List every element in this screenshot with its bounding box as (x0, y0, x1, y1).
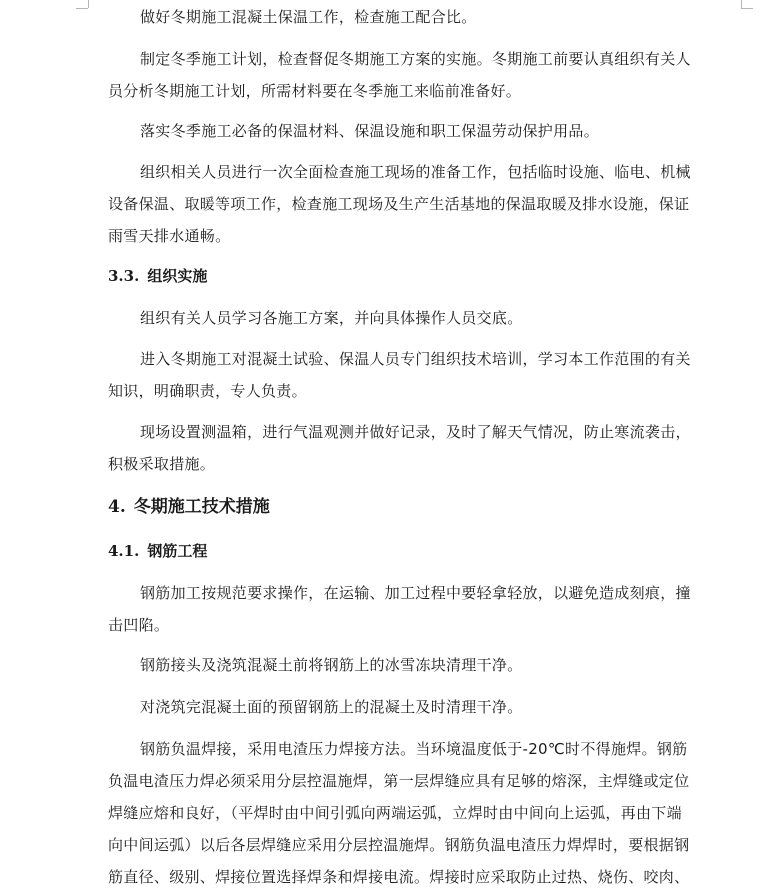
paragraph (108, 691, 720, 723)
crop-mark-right-h (741, 8, 753, 9)
paragraph (108, 343, 720, 407)
chapter-number: 4. (108, 497, 126, 517)
text-line: 击凹陷。 (108, 616, 170, 634)
text-line: 员分析冬期施工计划，所需材料要在冬季施工来临前准备好。 (108, 82, 522, 100)
text-line: 钢筋加工按规范要求操作，在运输、加工过程中要轻拿轻放，以避免造成刻痕，撞 (140, 584, 691, 602)
section-title: 钢筋工程 (147, 542, 208, 560)
paragraph (108, 733, 720, 893)
section-title: 组织实施 (147, 267, 208, 285)
chapter-heading (108, 494, 270, 520)
paragraph (108, 115, 720, 147)
text-line: 落实冬季施工必备的保温材料、保温设施和职工保温劳动保护用品。 (140, 122, 600, 140)
text-line: 做好冬期施工混凝土保温工作，检查施工配合比。 (140, 8, 477, 26)
text-line: 筋直径、级别、焊接位置选择焊条和焊接电流。焊接时应采取防止过热、烧伤、咬肉、 (108, 868, 690, 886)
paragraph (108, 302, 720, 334)
section-number: 4.1. (108, 542, 140, 560)
section-heading (108, 539, 207, 563)
text-line: 现场设置测温箱，进行气温观测并做好记录，及时了解天气情况，防止寒流袭击， (140, 423, 691, 441)
text-line: 钢筋接头及浇筑混凝土前将钢筋上的冰雪冻块清理干净。 (140, 656, 523, 674)
paragraph (108, 577, 720, 641)
paragraph (108, 156, 720, 252)
chapter-title: 冬期施工技术措施 (133, 497, 270, 517)
text-line: 积极采取措施。 (108, 455, 216, 473)
paragraph (108, 1, 720, 33)
text-line: 钢筋负温焊接，采用电渣压力焊接方法。当环境温度低于-20℃时不得施焊。钢筋 (140, 740, 688, 758)
text-line: 组织相关人员进行一次全面检查施工现场的准备工作，包括临时设施、临电、机械 (140, 163, 691, 181)
paragraph (108, 649, 720, 681)
crop-mark-left (88, 0, 89, 8)
paragraph (108, 43, 720, 107)
text-line: 负温电渣压力焊必须采用分层控温施焊，第一层焊缝应具有足够的熔深，主焊缝或定位 (108, 772, 690, 790)
text-line: 焊缝应熔和良好，（平焊时由中间引弧向两端运弧，立焊时由中间向上运弧，再由下端 (108, 804, 682, 822)
text-line: 进入冬期施工对混凝土试验、保温人员专门组织技术培训，学习本工作范围的有关 (140, 350, 691, 368)
crop-mark-right (741, 0, 742, 8)
section-heading (108, 264, 207, 288)
crop-mark-left-h (76, 8, 88, 9)
section-number: 3.3. (108, 267, 140, 285)
text-line: 制定冬季施工计划，检查督促冬期施工方案的实施。冬期施工前要认真组织有关人 (140, 50, 691, 68)
text-line: 对浇筑完混凝土面的预留钢筋上的混凝土及时清理干净。 (140, 698, 523, 716)
text-line: 知识，明确职责，专人负责。 (108, 382, 307, 400)
text-line: 组织有关人员学习各施工方案，并向具体操作人员交底。 (140, 309, 523, 327)
paragraph (108, 416, 720, 480)
text-line: 雨雪天排水通畅。 (108, 227, 231, 245)
text-line: 设备保温、取暖等项工作，检查施工现场及生产生活基地的保温取暖及排水设施，保证 (108, 195, 690, 213)
text-line: 向中间运弧）以后各层焊缝应采用分层控温施焊。钢筋负温电渣压力焊焊时，要根据钢 (108, 836, 690, 854)
